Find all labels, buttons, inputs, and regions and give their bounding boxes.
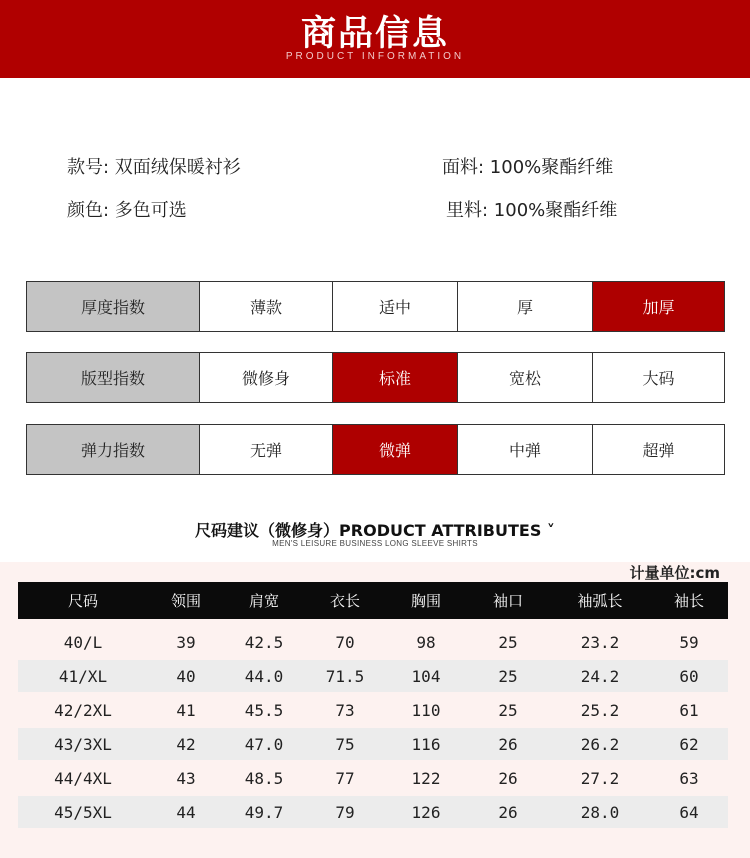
table-row xyxy=(18,728,728,760)
size-table-header xyxy=(18,582,728,619)
unit-label: 计量单位:cm xyxy=(629,564,720,582)
table-cell: 44/4XL xyxy=(54,768,112,788)
table-cell: 61 xyxy=(679,700,699,720)
table-cell: 26 xyxy=(498,734,518,754)
table-cell: 79 xyxy=(335,802,355,822)
size-header-cell: 领围 xyxy=(170,592,201,610)
table-cell: 41/XL xyxy=(58,666,108,686)
table-cell: 44.0 xyxy=(244,666,284,686)
table-cell: 43/3XL xyxy=(54,734,112,754)
spec-label: 版型指数 xyxy=(26,352,200,403)
table-cell: 60 xyxy=(679,666,699,686)
table-cell: 25.2 xyxy=(580,700,620,720)
table-cell: 45.5 xyxy=(244,700,284,720)
table-row xyxy=(18,694,728,726)
spec-option: 标准 xyxy=(333,352,458,403)
table-cell: 63 xyxy=(679,768,699,788)
table-cell: 42/2XL xyxy=(54,700,112,720)
model-info: 款号: 双面绒保暖衬衫 xyxy=(67,157,241,178)
spec-option: 厚 xyxy=(458,281,593,332)
table-cell: 73 xyxy=(335,700,355,720)
spec-option: 大码 xyxy=(593,352,725,403)
spec-option: 薄款 xyxy=(200,281,333,332)
table-cell: 71.5 xyxy=(325,666,365,686)
table-cell: 45/5XL xyxy=(54,802,112,822)
table-row xyxy=(18,626,728,658)
spec-option: 中弹 xyxy=(458,424,593,475)
table-cell: 75 xyxy=(335,734,355,754)
color-info: 颜色: 多色可选 xyxy=(67,200,187,221)
size-section-title: 尺码建议（微修身）PRODUCT ATTRIBUTES ˅ xyxy=(195,521,555,540)
page-subtitle: PRODUCT INFORMATION xyxy=(285,51,465,62)
table-cell: 116 xyxy=(411,734,441,754)
table-cell: 41 xyxy=(176,700,196,720)
spec-option: 宽松 xyxy=(458,352,593,403)
table-cell: 44 xyxy=(176,802,196,822)
table-cell: 104 xyxy=(411,666,441,686)
table-cell: 110 xyxy=(411,700,441,720)
table-cell: 40/L xyxy=(63,632,103,652)
size-header-cell: 肩宽 xyxy=(248,592,279,610)
table-cell: 64 xyxy=(679,802,699,822)
lining-info: 里料: 100%聚酯纤维 xyxy=(446,200,618,221)
size-header-cell: 胸围 xyxy=(410,592,441,610)
spec-label: 厚度指数 xyxy=(26,281,200,332)
size-header-cell: 袖口 xyxy=(492,592,523,610)
table-cell: 23.2 xyxy=(580,632,620,652)
table-cell: 26 xyxy=(498,802,518,822)
table-cell: 49.7 xyxy=(244,802,284,822)
spec-option: 超弹 xyxy=(593,424,725,475)
table-cell: 28.0 xyxy=(580,802,620,822)
table-cell: 122 xyxy=(411,768,441,788)
table-cell: 42 xyxy=(176,734,196,754)
table-row xyxy=(18,660,728,692)
table-cell: 70 xyxy=(335,632,355,652)
table-cell: 24.2 xyxy=(580,666,620,686)
size-header-cell: 衣长 xyxy=(329,592,360,610)
header-banner xyxy=(0,0,750,78)
size-section-subtitle: MEN'S LEISURE BUSINESS LONG SLEEVE SHIRTS xyxy=(272,539,478,548)
spec-option: 微修身 xyxy=(200,352,333,403)
spec-option: 微弹 xyxy=(333,424,458,475)
table-cell: 47.0 xyxy=(244,734,284,754)
table-cell: 25 xyxy=(498,666,518,686)
table-cell: 40 xyxy=(176,666,196,686)
table-row xyxy=(18,796,728,828)
table-cell: 62 xyxy=(679,734,699,754)
table-cell: 98 xyxy=(416,632,436,652)
spec-row-fit xyxy=(26,352,725,403)
table-cell: 48.5 xyxy=(244,768,284,788)
table-cell: 77 xyxy=(335,768,355,788)
table-cell: 59 xyxy=(679,632,699,652)
table-cell: 42.5 xyxy=(244,632,284,652)
spec-row-elasticity xyxy=(26,424,725,475)
spec-row-thickness xyxy=(26,281,725,332)
page-title: 商品信息 xyxy=(300,14,449,54)
table-cell: 126 xyxy=(411,802,441,822)
size-header-cell: 袖长 xyxy=(673,592,704,610)
spec-label: 弹力指数 xyxy=(26,424,200,475)
spec-option: 加厚 xyxy=(593,281,725,332)
table-row xyxy=(18,762,728,794)
table-cell: 27.2 xyxy=(580,768,620,788)
size-header-cell: 尺码 xyxy=(67,592,98,610)
fabric-info: 面料: 100%聚酯纤维 xyxy=(442,157,614,178)
spec-option: 无弹 xyxy=(200,424,333,475)
table-cell: 26 xyxy=(498,768,518,788)
size-header-cell: 袖弧长 xyxy=(577,592,623,610)
table-cell: 25 xyxy=(498,700,518,720)
table-cell: 25 xyxy=(498,632,518,652)
table-cell: 43 xyxy=(176,768,196,788)
table-cell: 39 xyxy=(176,632,196,652)
spec-option: 适中 xyxy=(333,281,458,332)
table-cell: 26.2 xyxy=(580,734,620,754)
